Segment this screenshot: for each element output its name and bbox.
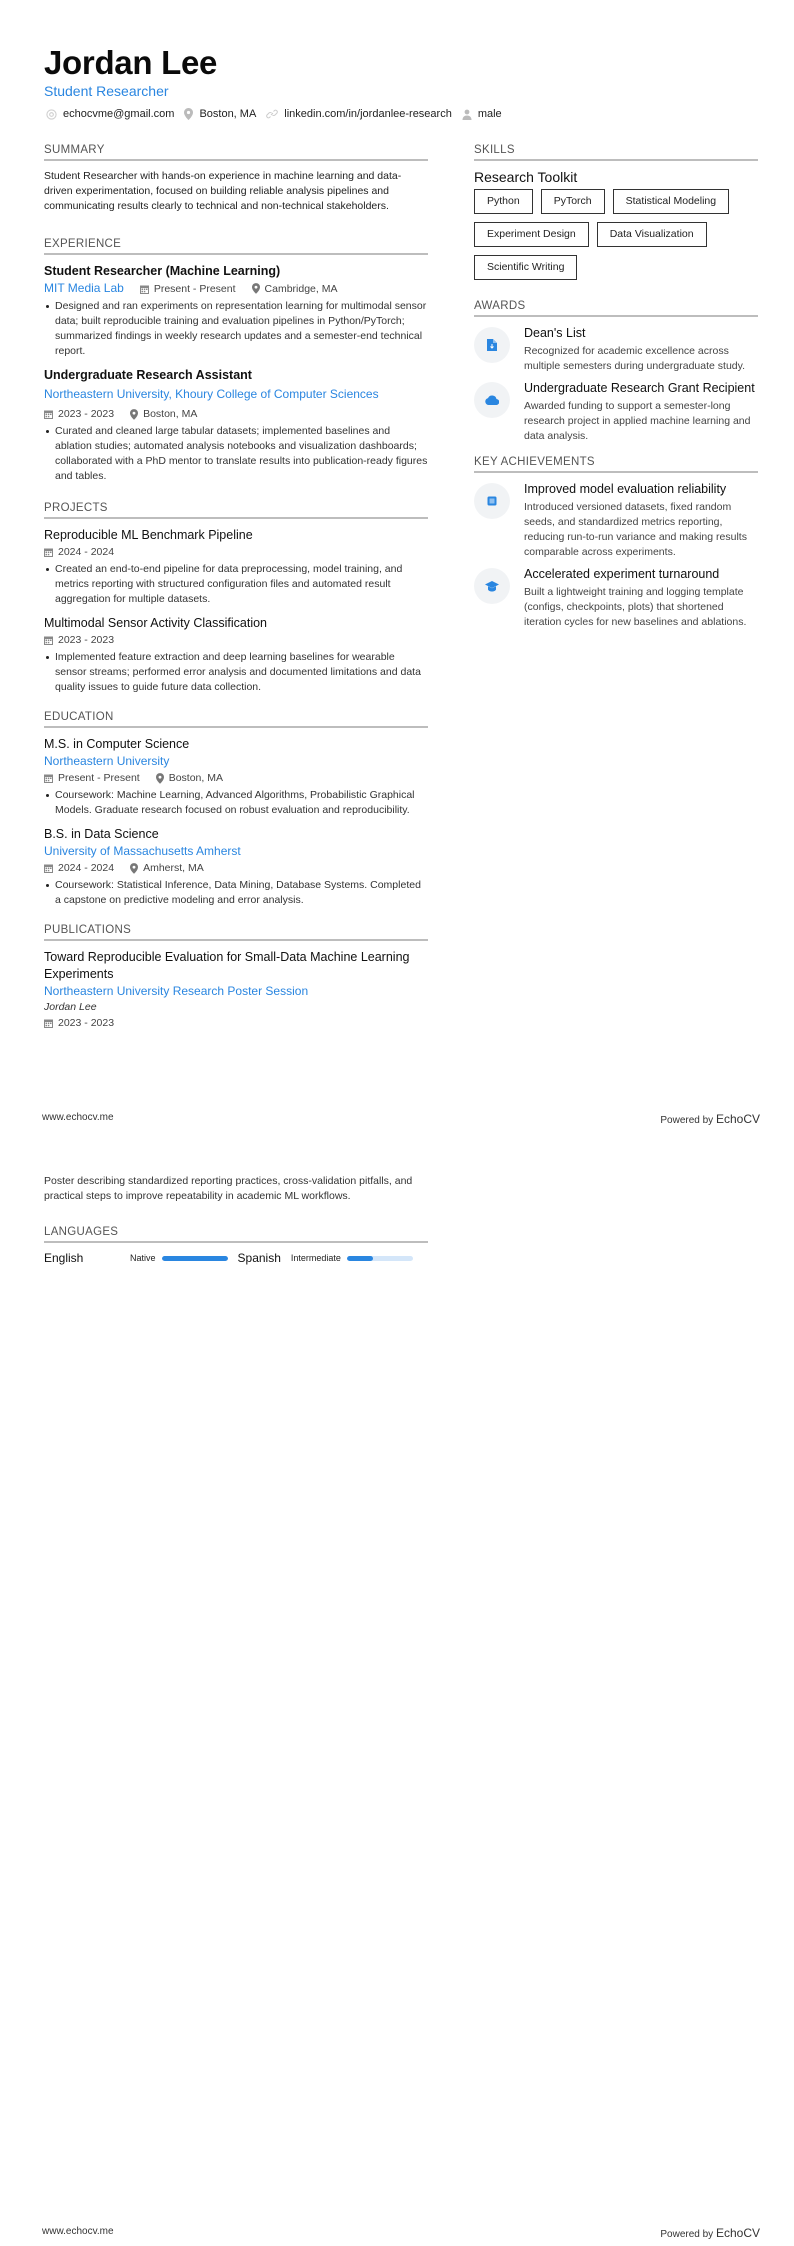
chip-icon: [486, 495, 498, 507]
projects-section: [44, 502, 428, 695]
job-location: Boston, MA: [130, 406, 197, 422]
achievement-title: Improved model evaluation reliability: [524, 482, 727, 496]
contact-linkedin[interactable]: [266, 108, 452, 120]
bullet: Implemented feature extraction and deep learning baselines for wearable sensor streams; performed error analysis and documented limitations and data quality issues to guide future data collection.: [44, 650, 428, 695]
language-name: English: [44, 1251, 84, 1265]
education-dates: 2024 - 2024: [44, 860, 114, 876]
person-icon: [462, 109, 472, 120]
email-text: echocvme@gmail.com: [63, 108, 175, 120]
contact-email[interactable]: [46, 108, 174, 120]
at-icon: [46, 109, 57, 120]
publication-dates: 2023 - 2023: [44, 1015, 114, 1031]
skill-tag: Scientific Writing: [474, 255, 577, 280]
section-title-summary: SUMMARY: [44, 144, 428, 161]
publication-entry: [44, 949, 428, 1031]
powered-by: Powered by EchoCV: [660, 2226, 760, 2240]
calendar-icon: [44, 773, 53, 783]
skills-section: [474, 144, 758, 288]
job-dates: Present - Present: [140, 281, 236, 297]
education-entry: [44, 826, 428, 908]
section-title-awards: AWARDS: [474, 300, 758, 317]
skill-tag: Statistical Modeling: [613, 189, 729, 214]
education-meta: [44, 860, 428, 876]
left-column: [44, 144, 428, 1039]
language-level: Intermediate: [290, 1253, 341, 1263]
language-name: Spanish: [237, 1251, 281, 1265]
skill-tag: Data Visualization: [597, 222, 707, 247]
job-location: Cambridge, MA: [252, 281, 338, 297]
brand-name: EchoCV: [715, 2226, 760, 2240]
language-level: Native: [130, 1253, 156, 1263]
calendar-icon: [44, 1018, 53, 1028]
section-title-publications: PUBLICATIONS: [44, 924, 428, 941]
achievement-description: Introduced versioned datasets, fixed random seeds, and standardized metrics reporting, reducing run-to-run variance and making results comparable across experiments.: [524, 501, 747, 558]
school: University of Massachusetts Amherst: [44, 844, 241, 858]
skill-tag: Python: [474, 189, 533, 214]
awards-section: [474, 300, 758, 444]
award-description: Awarded funding to support a semester-long research project in applied machine learning and data analysis.: [524, 400, 751, 442]
project-bullets: [44, 650, 428, 695]
job-meta: [44, 280, 428, 297]
degree: B.S. in Data Science: [44, 827, 159, 841]
award-title: Dean's List: [524, 326, 586, 340]
location-pin-icon: [252, 283, 260, 294]
job-title: Student Researcher (Machine Learning): [44, 264, 281, 278]
project-dates: 2024 - 2024: [44, 544, 114, 560]
document-icon: [487, 339, 497, 351]
resume-header: [44, 44, 217, 100]
education-entry: [44, 736, 428, 818]
employer: Northeastern University, Khoury College of Computer Sciences: [44, 387, 379, 401]
skills-group-title: Research Toolkit: [474, 169, 578, 185]
employer: MIT Media Lab: [44, 281, 124, 295]
publication-title: Toward Reproducible Evaluation for Small-Data Machine Learning Experiments: [44, 950, 410, 981]
bullet: Curated and cleaned large tabular datasets; implemented baselines and ablation studies; automated analysis notebooks and visualization dashboards; collaborated with a PhD mentor to translate results into publication-ready figures and tables.: [44, 424, 428, 484]
calendar-icon: [44, 547, 53, 557]
section-title-achievements: KEY ACHIEVEMENTS: [474, 456, 758, 473]
award-entry: [474, 380, 758, 444]
graduation-cap-icon: [485, 581, 499, 592]
powered-by: Powered by EchoCV: [660, 1112, 760, 1126]
education-location: Boston, MA: [156, 770, 223, 786]
education-location: Amherst, MA: [130, 860, 204, 876]
achievement-description: Built a lightweight training and logging template (configs, checkpoints, plots) that shortened iteration cycles for new baselines and ablations.: [524, 586, 747, 628]
achievement-entry: [474, 566, 758, 630]
contact-location: [184, 108, 256, 120]
publication-venue: Northeastern University Research Poster Session: [44, 984, 309, 998]
project-dates: 2023 - 2023: [44, 632, 114, 648]
publication-meta: [44, 1015, 428, 1031]
section-title-projects: PROJECTS: [44, 502, 428, 519]
website-link[interactable]: www.echocv.me: [42, 2226, 114, 2237]
project-meta: [44, 544, 428, 560]
section-title-skills: SKILLS: [474, 144, 758, 161]
location-text: Boston, MA: [199, 108, 257, 120]
award-entry: [474, 325, 758, 374]
project-bullets: [44, 562, 428, 607]
website-link[interactable]: www.echocv.me: [42, 1112, 114, 1123]
experience-section: [44, 238, 428, 484]
skill-tags: [474, 189, 758, 288]
education-section: [44, 711, 428, 908]
calendar-icon: [44, 863, 53, 873]
job-bullets: [44, 424, 428, 484]
summary-section: [44, 144, 428, 214]
languages-list: [44, 1251, 428, 1265]
linkedin-text: linkedin.com/in/jordanlee-research: [284, 108, 452, 120]
project-entry: [44, 615, 428, 695]
page-footer: [0, 2226, 794, 2246]
page-footer: [0, 1112, 794, 1132]
award-title: Undergraduate Research Grant Recipient: [524, 381, 755, 395]
education-dates: Present - Present: [44, 770, 140, 786]
candidate-title: Student Researcher: [44, 83, 169, 99]
section-title-education: EDUCATION: [44, 711, 428, 728]
school: Northeastern University: [44, 754, 170, 768]
location-pin-icon: [130, 863, 138, 874]
calendar-icon: [44, 635, 53, 645]
project-name: Reproducible ML Benchmark Pipeline: [44, 528, 253, 542]
cloud-icon: [485, 395, 499, 405]
experience-entry: [44, 263, 428, 359]
education-bullets: [44, 788, 428, 818]
link-icon: [266, 108, 278, 120]
education-meta: [44, 770, 428, 786]
experience-entry: [44, 367, 428, 484]
calendar-icon: [140, 284, 149, 294]
publication-authors: Jordan Lee: [44, 1001, 97, 1013]
publications-section: [44, 924, 428, 1031]
contact-gender: [462, 108, 502, 120]
contact-bar: [46, 108, 512, 120]
summary-text: Student Researcher with hands-on experience in machine learning and data-driven experimentation, focused on building reliable analysis pipelines and communicating results clearly to technical and non-technical stakeholders.: [44, 170, 402, 212]
project-meta: [44, 632, 428, 648]
left-column-page-2: [44, 1174, 428, 1265]
job-bullets: [44, 299, 428, 359]
job-meta: [44, 406, 428, 422]
section-title-languages: LANGUAGES: [44, 1226, 428, 1243]
achievement-title: Accelerated experiment turnaround: [524, 567, 720, 581]
achievements-section: [474, 456, 758, 630]
job-title: Undergraduate Research Assistant: [44, 368, 252, 382]
location-pin-icon: [184, 108, 193, 120]
location-pin-icon: [156, 773, 164, 784]
language-proficiency-bar: [162, 1256, 228, 1261]
gender-text: male: [477, 108, 502, 120]
project-entry: [44, 527, 428, 607]
bullet: Created an end-to-end pipeline for data preprocessing, model training, and metrics reporting with structured configuration files and automated result aggregation for multiple datasets.: [44, 562, 428, 607]
achievement-entry: [474, 481, 758, 560]
bullet: Coursework: Machine Learning, Advanced Algorithms, Probabilistic Graphical Models. Graduate research focused on robust evaluation and reproducibility.: [44, 788, 428, 818]
bullet: Designed and ran experiments on representation learning for multimodal sensor data; built reproducible training and evaluation pipelines in Python/PyTorch; summarized findings in weekly research updates and a semester-end technical report.: [44, 299, 428, 359]
brand-name: EchoCV: [715, 1112, 760, 1126]
candidate-name: Jordan Lee: [44, 44, 218, 81]
location-pin-icon: [130, 409, 138, 420]
language-proficiency-bar: [347, 1256, 413, 1261]
languages-section: [44, 1226, 428, 1265]
right-column: [474, 144, 758, 636]
education-bullets: [44, 878, 428, 908]
award-description: Recognized for academic excellence across multiple semesters during undergraduate study.: [524, 345, 746, 372]
publication-description: Poster describing standardized reporting practices, cross-validation pitfalls, and practical steps to improve repeatability in academic ML workflows.: [44, 1175, 413, 1202]
skill-tag: PyTorch: [541, 189, 605, 214]
calendar-icon: [44, 409, 53, 419]
bullet: Coursework: Statistical Inference, Data Mining, Database Systems. Completed a capstone on predictive modeling and error analysis.: [44, 878, 428, 908]
skill-tag: Experiment Design: [474, 222, 589, 247]
job-dates: 2023 - 2023: [44, 406, 114, 422]
project-name: Multimodal Sensor Activity Classification: [44, 616, 267, 630]
section-title-experience: EXPERIENCE: [44, 238, 428, 255]
degree: M.S. in Computer Science: [44, 737, 190, 751]
